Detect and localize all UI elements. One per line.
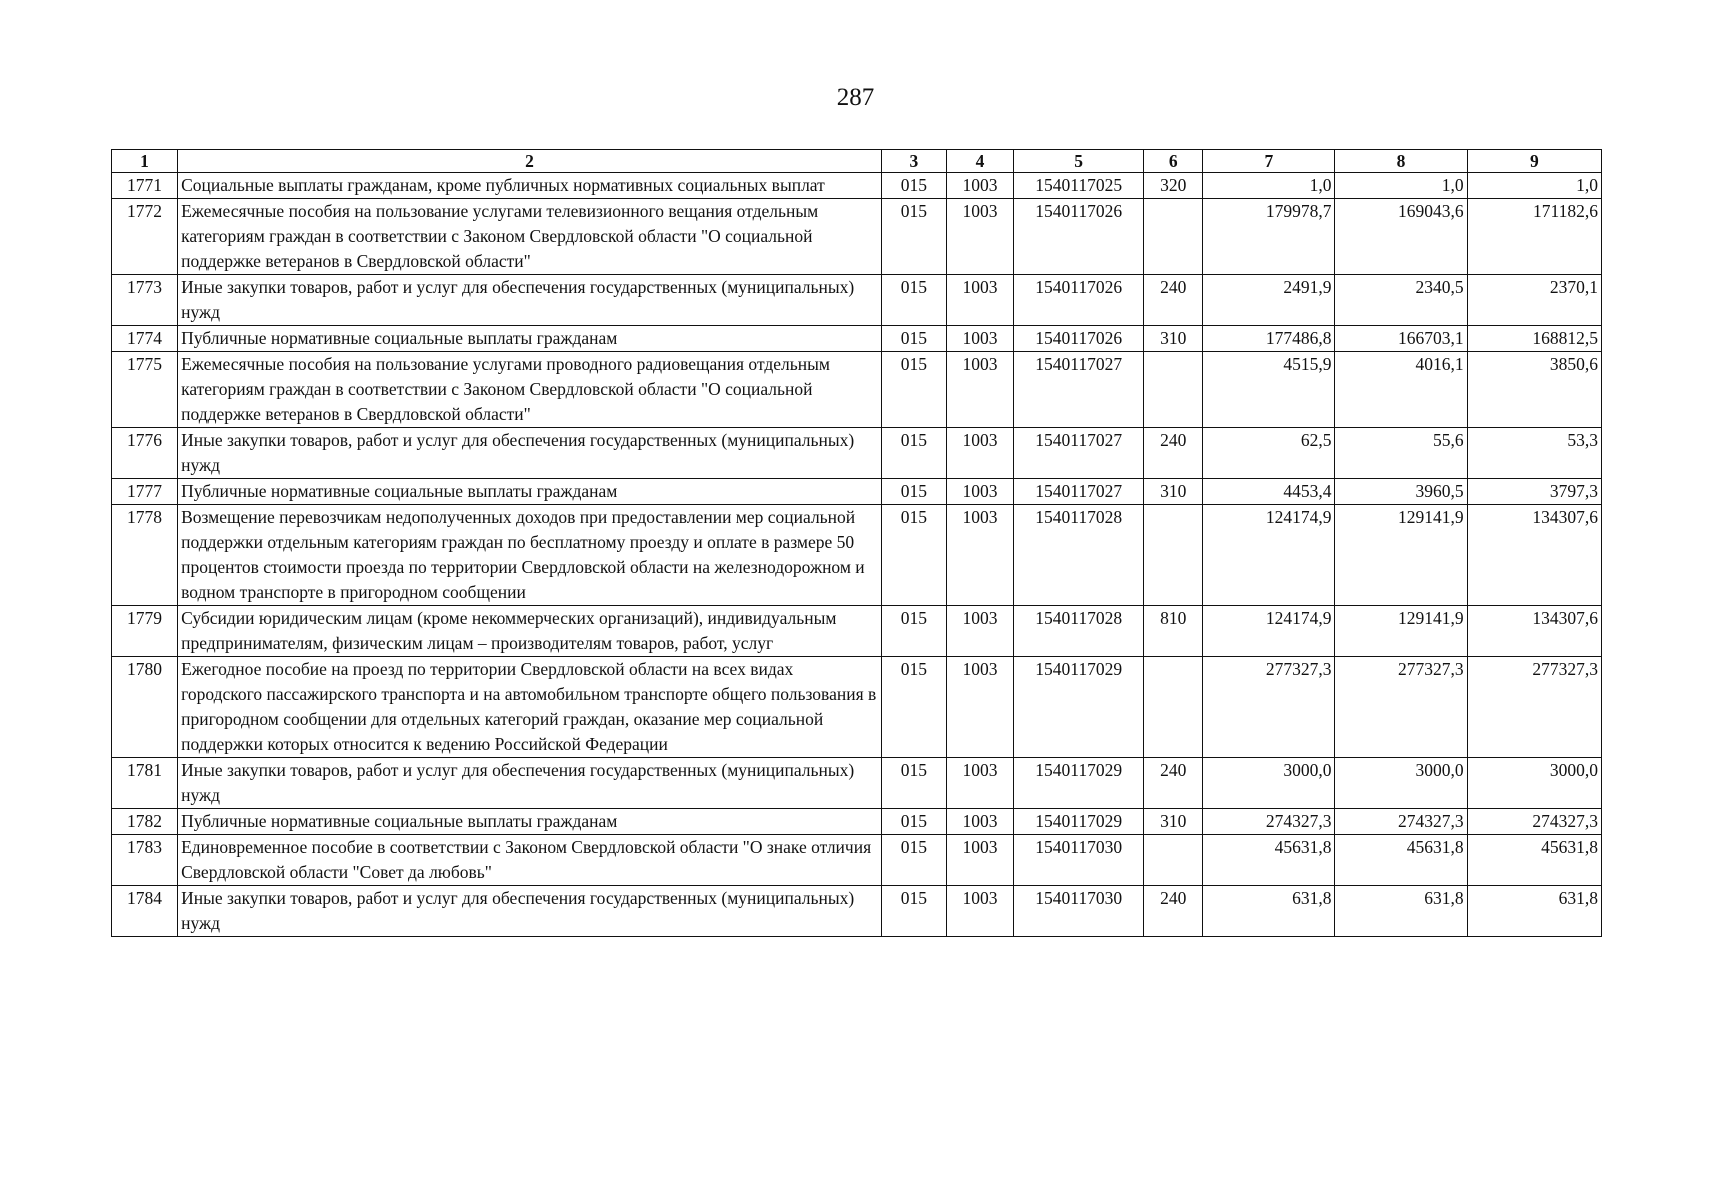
row-number: 1774 [112, 326, 178, 352]
row-number: 1777 [112, 479, 178, 505]
row-expense-type: 240 [1144, 428, 1203, 479]
row-section-code: 1003 [946, 835, 1013, 886]
row-chapter-code: 015 [881, 809, 946, 835]
row-value-col7: 177486,8 [1203, 326, 1335, 352]
row-value-col8: 3000,0 [1335, 758, 1467, 809]
row-target-code: 1540117027 [1014, 428, 1144, 479]
header-cell-9: 9 [1467, 150, 1601, 173]
row-expense-type: 240 [1144, 758, 1203, 809]
row-chapter-code: 015 [881, 173, 946, 199]
row-number: 1775 [112, 352, 178, 428]
row-chapter-code: 015 [881, 657, 946, 758]
row-chapter-code: 015 [881, 479, 946, 505]
row-name: Социальные выплаты гражданам, кроме публичных нормативных социальных выплат [178, 173, 882, 199]
table-row [112, 428, 1602, 479]
row-value-col9: 274327,3 [1467, 809, 1601, 835]
row-value-col8: 45631,8 [1335, 835, 1467, 886]
row-expense-type: 810 [1144, 606, 1203, 657]
header-cell-4: 4 [946, 150, 1013, 173]
header-cell-3: 3 [881, 150, 946, 173]
row-chapter-code: 015 [881, 835, 946, 886]
header-cell-8: 8 [1335, 150, 1467, 173]
row-target-code: 1540117029 [1014, 809, 1144, 835]
row-section-code: 1003 [946, 275, 1013, 326]
row-expense-type: 310 [1144, 479, 1203, 505]
row-name: Единовременное пособие в соответствии с Законом Свердловской области "О знаке отличия Свердловской области "Совет да любовь" [178, 835, 882, 886]
row-name: Возмещение перевозчикам недополученных доходов при предоставлении мер социальной поддержки отдельным категориям граждан по бесплатному проезду и оплате в размере 50 процентов стоимости проезда по территории Свердловской области на железнодорожном и водном транспорте в пригородном сообщении [178, 505, 882, 606]
row-section-code: 1003 [946, 809, 1013, 835]
row-number: 1780 [112, 657, 178, 758]
table-row [112, 326, 1602, 352]
row-number: 1783 [112, 835, 178, 886]
row-expense-type: 240 [1144, 886, 1203, 937]
header-cell-1: 1 [112, 150, 178, 173]
row-target-code: 1540117028 [1014, 606, 1144, 657]
row-target-code: 1540117028 [1014, 505, 1144, 606]
row-name: Иные закупки товаров, работ и услуг для обеспечения государственных (муниципальных) нужд [178, 758, 882, 809]
row-value-col8: 129141,9 [1335, 505, 1467, 606]
row-target-code: 1540117026 [1014, 275, 1144, 326]
row-expense-type: 310 [1144, 326, 1203, 352]
row-value-col9: 168812,5 [1467, 326, 1601, 352]
header-cell-7: 7 [1203, 150, 1335, 173]
row-value-col7: 62,5 [1203, 428, 1335, 479]
row-target-code: 1540117030 [1014, 886, 1144, 937]
table-row [112, 505, 1602, 606]
table-row [112, 758, 1602, 809]
row-value-col7: 631,8 [1203, 886, 1335, 937]
row-value-col7: 179978,7 [1203, 199, 1335, 275]
table-row [112, 275, 1602, 326]
row-section-code: 1003 [946, 505, 1013, 606]
row-expense-type [1144, 657, 1203, 758]
row-value-col8: 166703,1 [1335, 326, 1467, 352]
row-chapter-code: 015 [881, 326, 946, 352]
row-value-col7: 45631,8 [1203, 835, 1335, 886]
row-expense-type: 310 [1144, 809, 1203, 835]
row-name: Публичные нормативные социальные выплаты гражданам [178, 479, 882, 505]
row-target-code: 1540117025 [1014, 173, 1144, 199]
row-chapter-code: 015 [881, 606, 946, 657]
row-value-col7: 124174,9 [1203, 606, 1335, 657]
row-target-code: 1540117026 [1014, 199, 1144, 275]
row-number: 1772 [112, 199, 178, 275]
header-cell-2: 2 [178, 150, 882, 173]
row-name: Иные закупки товаров, работ и услуг для обеспечения государственных (муниципальных) нужд [178, 428, 882, 479]
row-value-col8: 1,0 [1335, 173, 1467, 199]
row-value-col7: 4515,9 [1203, 352, 1335, 428]
row-value-col8: 55,6 [1335, 428, 1467, 479]
table-row [112, 657, 1602, 758]
row-number: 1778 [112, 505, 178, 606]
row-name: Ежемесячные пособия на пользование услугами проводного радиовещания отдельным категориям граждан в соответствии с Законом Свердловской области "О социальной поддержке ветеранов в Свердловской области" [178, 352, 882, 428]
table-row [112, 173, 1602, 199]
row-value-col9: 631,8 [1467, 886, 1601, 937]
budget-table [111, 149, 1602, 937]
row-value-col9: 171182,6 [1467, 199, 1601, 275]
row-chapter-code: 015 [881, 886, 946, 937]
row-value-col8: 169043,6 [1335, 199, 1467, 275]
row-target-code: 1540117027 [1014, 352, 1144, 428]
row-name: Публичные нормативные социальные выплаты гражданам [178, 809, 882, 835]
row-section-code: 1003 [946, 886, 1013, 937]
row-section-code: 1003 [946, 326, 1013, 352]
row-number: 1782 [112, 809, 178, 835]
row-section-code: 1003 [946, 758, 1013, 809]
row-target-code: 1540117026 [1014, 326, 1144, 352]
row-name: Субсидии юридическим лицам (кроме некоммерческих организаций), индивидуальным предпринимателям, физическим лицам – производителям товаров, работ, услуг [178, 606, 882, 657]
row-name: Иные закупки товаров, работ и услуг для обеспечения государственных (муниципальных) нужд [178, 886, 882, 937]
row-value-col9: 134307,6 [1467, 606, 1601, 657]
row-value-col8: 277327,3 [1335, 657, 1467, 758]
table-row [112, 835, 1602, 886]
row-value-col9: 2370,1 [1467, 275, 1601, 326]
row-number: 1781 [112, 758, 178, 809]
row-expense-type [1144, 352, 1203, 428]
row-expense-type [1144, 835, 1203, 886]
row-target-code: 1540117029 [1014, 657, 1144, 758]
row-value-col7: 1,0 [1203, 173, 1335, 199]
row-expense-type [1144, 505, 1203, 606]
row-name: Ежемесячные пособия на пользование услугами телевизионного вещания отдельным категориям граждан в соответствии с Законом Свердловской области "О социальной поддержке ветеранов в Свердловской области" [178, 199, 882, 275]
table-row [112, 606, 1602, 657]
row-section-code: 1003 [946, 352, 1013, 428]
table-row [112, 352, 1602, 428]
row-target-code: 1540117027 [1014, 479, 1144, 505]
row-value-col7: 2491,9 [1203, 275, 1335, 326]
row-chapter-code: 015 [881, 199, 946, 275]
row-number: 1776 [112, 428, 178, 479]
header-row [112, 150, 1602, 173]
row-value-col7: 274327,3 [1203, 809, 1335, 835]
table-row [112, 479, 1602, 505]
table-row [112, 199, 1602, 275]
row-value-col8: 4016,1 [1335, 352, 1467, 428]
row-value-col8: 274327,3 [1335, 809, 1467, 835]
row-chapter-code: 015 [881, 275, 946, 326]
row-name: Ежегодное пособие на проезд по территории Свердловской области на всех видах городского пассажирского транспорта и на автомобильном транспорте общего пользования в пригородном сообщении для отдельных категорий граждан, оказание мер социальной поддержки которых относится к ведению Российской Федерации [178, 657, 882, 758]
table-body [112, 173, 1602, 937]
row-chapter-code: 015 [881, 428, 946, 479]
row-chapter-code: 015 [881, 352, 946, 428]
row-number: 1773 [112, 275, 178, 326]
table-row [112, 886, 1602, 937]
row-value-col7: 277327,3 [1203, 657, 1335, 758]
row-section-code: 1003 [946, 199, 1013, 275]
row-chapter-code: 015 [881, 505, 946, 606]
row-value-col9: 53,3 [1467, 428, 1601, 479]
row-value-col8: 129141,9 [1335, 606, 1467, 657]
row-value-col7: 124174,9 [1203, 505, 1335, 606]
row-section-code: 1003 [946, 479, 1013, 505]
row-value-col8: 631,8 [1335, 886, 1467, 937]
header-cell-6: 6 [1144, 150, 1203, 173]
row-expense-type: 320 [1144, 173, 1203, 199]
row-section-code: 1003 [946, 606, 1013, 657]
row-section-code: 1003 [946, 428, 1013, 479]
table-row [112, 809, 1602, 835]
row-expense-type: 240 [1144, 275, 1203, 326]
row-target-code: 1540117030 [1014, 835, 1144, 886]
row-number: 1779 [112, 606, 178, 657]
row-number: 1784 [112, 886, 178, 937]
row-chapter-code: 015 [881, 758, 946, 809]
page-number: 287 [836, 84, 875, 111]
row-value-col9: 277327,3 [1467, 657, 1601, 758]
row-target-code: 1540117029 [1014, 758, 1144, 809]
row-value-col7: 4453,4 [1203, 479, 1335, 505]
header-cell-5: 5 [1014, 150, 1144, 173]
row-name: Иные закупки товаров, работ и услуг для обеспечения государственных (муниципальных) нужд [178, 275, 882, 326]
row-value-col9: 134307,6 [1467, 505, 1601, 606]
row-value-col8: 3960,5 [1335, 479, 1467, 505]
row-name: Публичные нормативные социальные выплаты гражданам [178, 326, 882, 352]
row-value-col9: 3850,6 [1467, 352, 1601, 428]
row-number: 1771 [112, 173, 178, 199]
row-value-col9: 3000,0 [1467, 758, 1601, 809]
row-value-col9: 3797,3 [1467, 479, 1601, 505]
row-section-code: 1003 [946, 657, 1013, 758]
row-value-col9: 1,0 [1467, 173, 1601, 199]
row-value-col8: 2340,5 [1335, 275, 1467, 326]
row-value-col9: 45631,8 [1467, 835, 1601, 886]
row-expense-type [1144, 199, 1203, 275]
row-section-code: 1003 [946, 173, 1013, 199]
row-value-col7: 3000,0 [1203, 758, 1335, 809]
